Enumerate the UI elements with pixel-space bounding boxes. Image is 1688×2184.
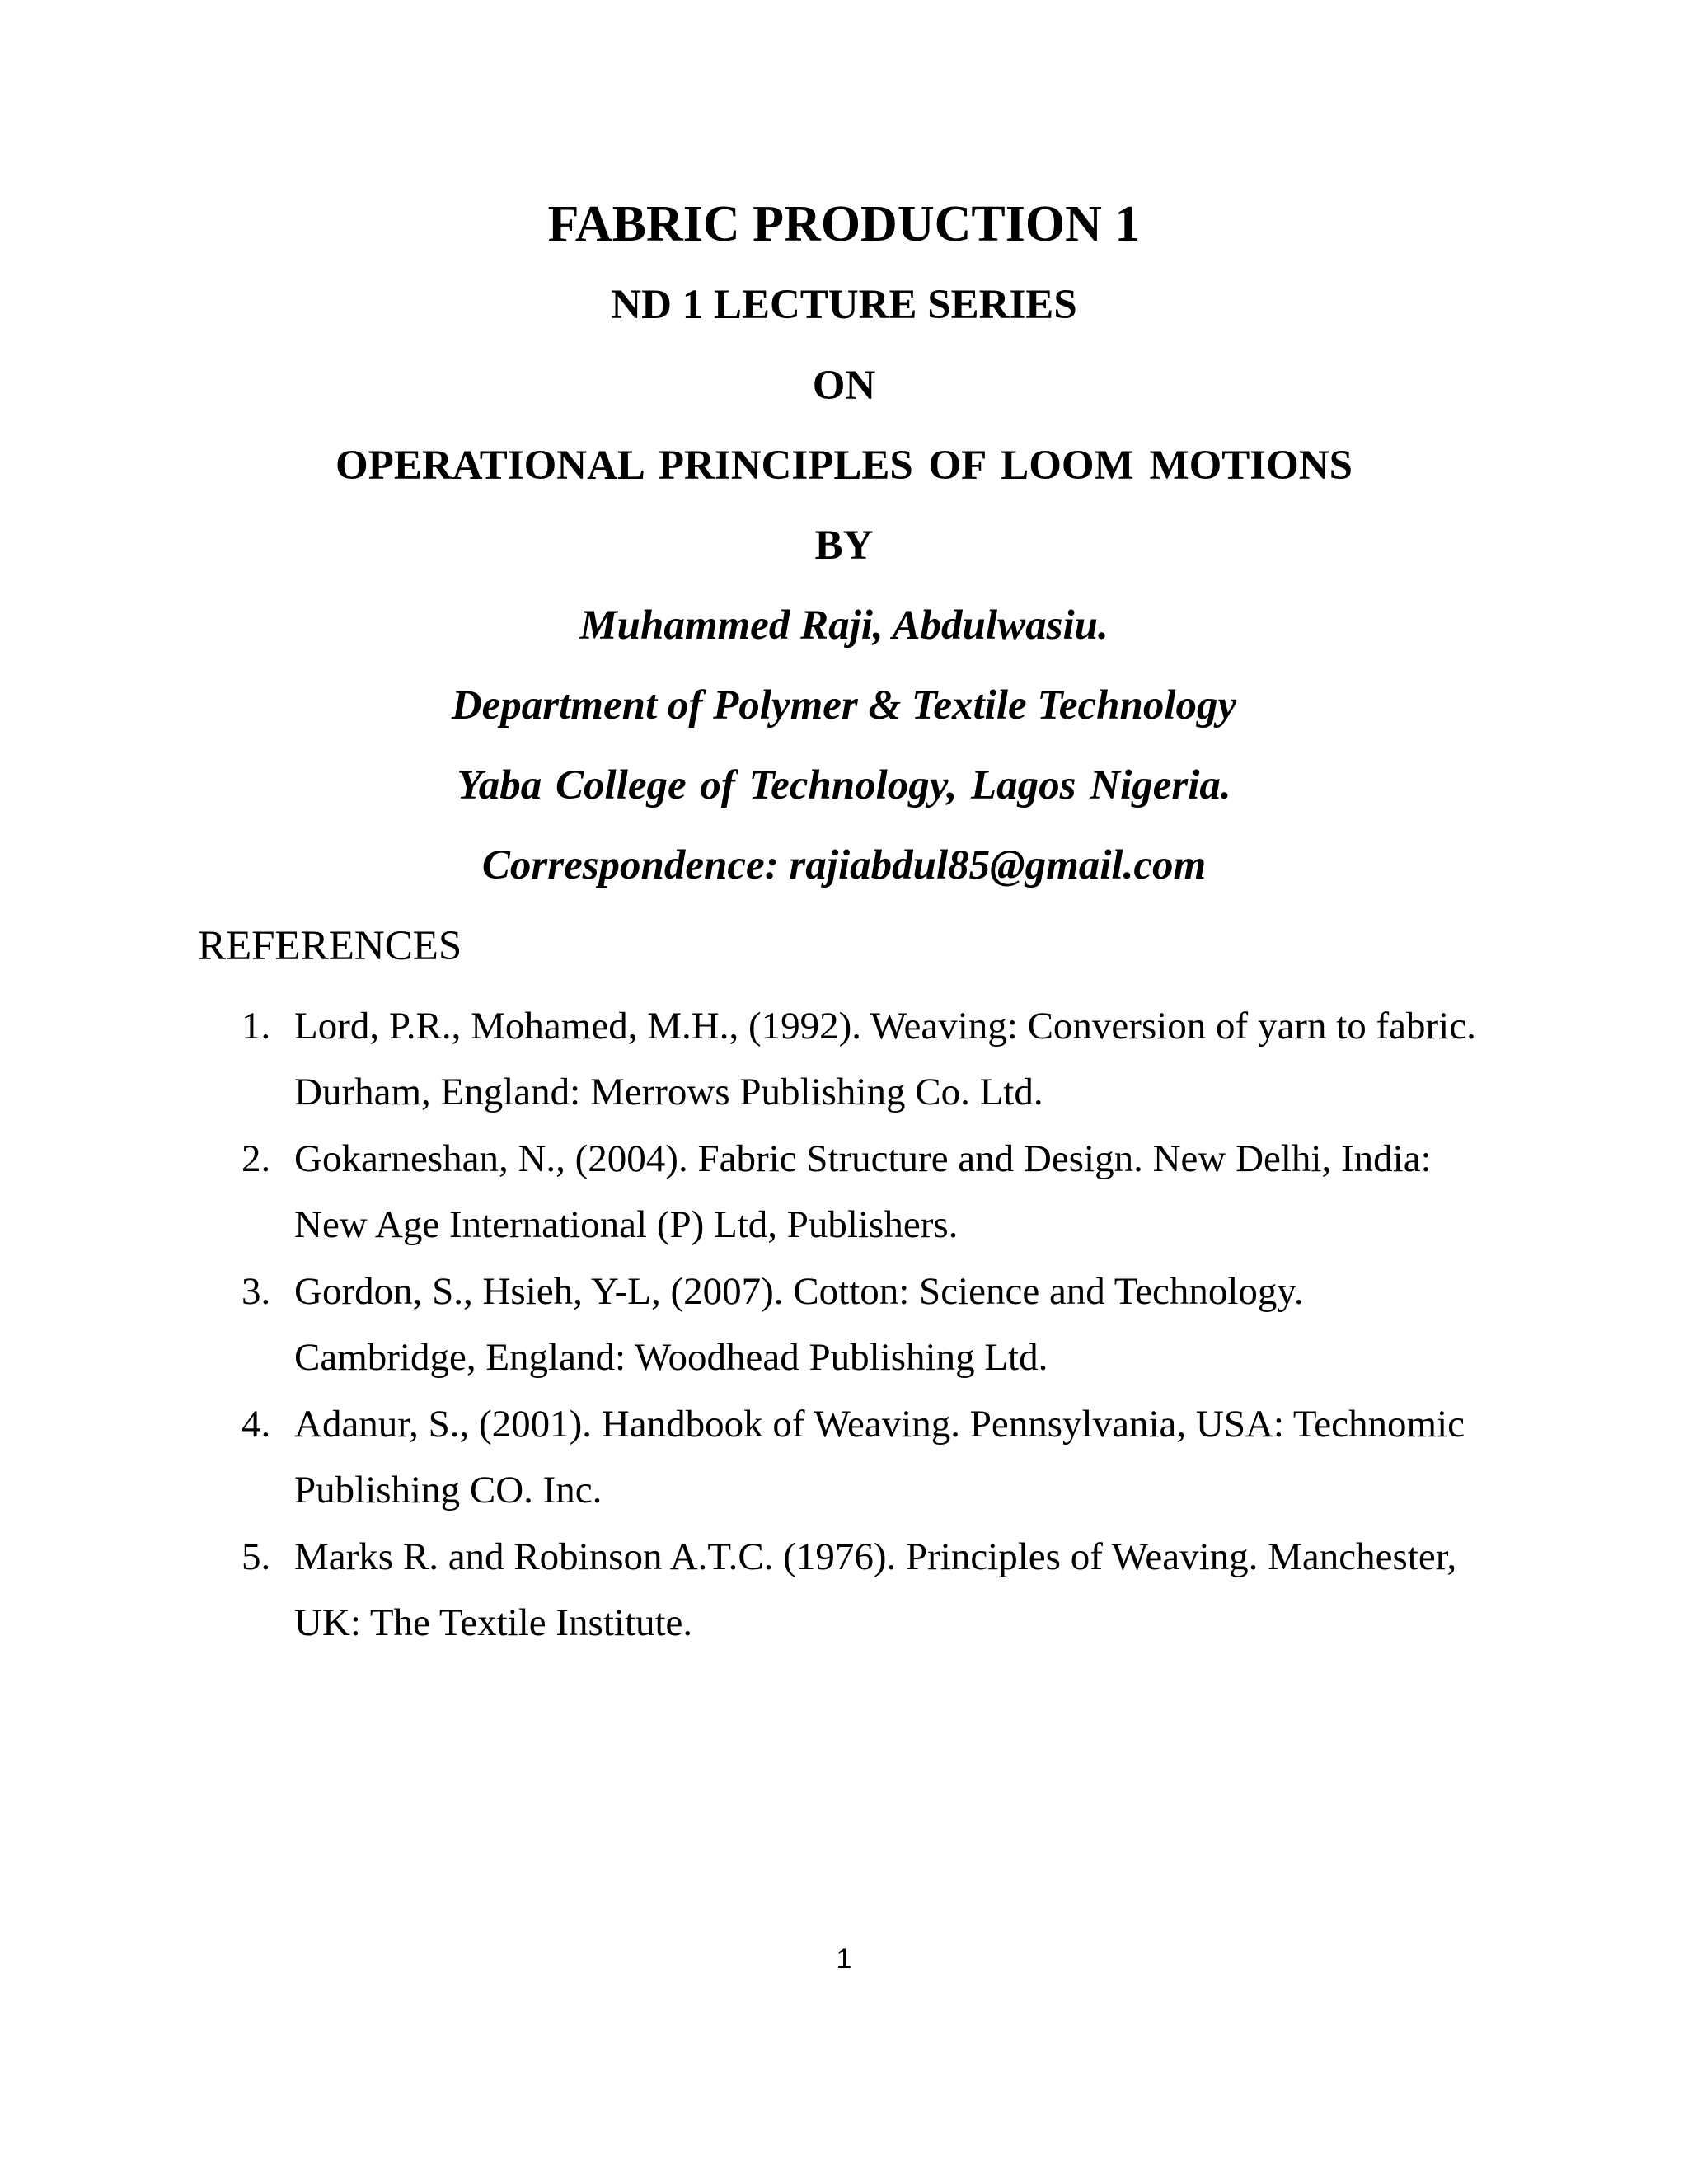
reference-item [0, 1258, 1688, 1391]
reference-text-line: Marks R. and Robinson A.T.C. (1976). Principles of Weaving. Manchester, [294, 1535, 1457, 1578]
by-heading: BY [814, 523, 874, 569]
reference-text-line: Durham, England: Merrows Publishing Co. Ltd. [294, 1071, 1043, 1113]
author-name: Muhammed Raji, Abdulwasiu. [579, 602, 1109, 649]
reference-text-line: UK: The Textile Institute. [294, 1601, 693, 1644]
reference-item [0, 993, 1688, 1126]
reference-text-line: Gordon, S., Hsieh, Y-L, (2007). Cotton: Science and Technology. [294, 1270, 1304, 1313]
document-title: FABRIC PRODUCTION 1 [547, 196, 1141, 252]
reference-number: 5. [241, 1535, 271, 1578]
reference-item [0, 1391, 1688, 1524]
references-list [0, 993, 1688, 1657]
reference-text-line: Adanur, S., (2001). Handbook of Weaving. Pennsylvania, USA: Technomic [294, 1403, 1465, 1446]
topic-heading: OPERATIONAL PRINCIPLES OF LOOM MOTIONS [335, 443, 1353, 489]
reference-text-line: Cambridge, England: Woodhead Publishing Ltd. [294, 1336, 1048, 1379]
reference-number: 3. [241, 1270, 271, 1313]
reference-text-line: New Age International (P) Ltd, Publishers. [294, 1203, 959, 1246]
reference-item [0, 1126, 1688, 1258]
reference-item [0, 1524, 1688, 1657]
reference-text-line: Lord, P.R., Mohamed, M.H., (1992). Weaving: Conversion of yarn to fabric. [294, 1005, 1476, 1047]
references-heading: REFERENCES [198, 923, 462, 969]
reference-number: 1. [241, 1005, 271, 1047]
department-name: Department of Polymer & Textile Technology [451, 682, 1237, 729]
on-heading: ON [812, 363, 876, 409]
reference-text-line: Gokarneshan, N., (2004). Fabric Structure and Design. New Delhi, India: [294, 1137, 1432, 1180]
reference-text-line: Publishing CO. Inc. [294, 1469, 603, 1511]
reference-number: 2. [241, 1137, 271, 1180]
college-name: Yaba College of Technology, Lagos Nigeria. [457, 762, 1231, 808]
lecture-series-heading: ND 1 LECTURE SERIES [611, 282, 1077, 328]
reference-number: 4. [241, 1403, 271, 1446]
page-number: 1 [836, 1943, 852, 1975]
correspondence-email: Correspondence: rajiabdul85@gmail.com [481, 842, 1207, 888]
